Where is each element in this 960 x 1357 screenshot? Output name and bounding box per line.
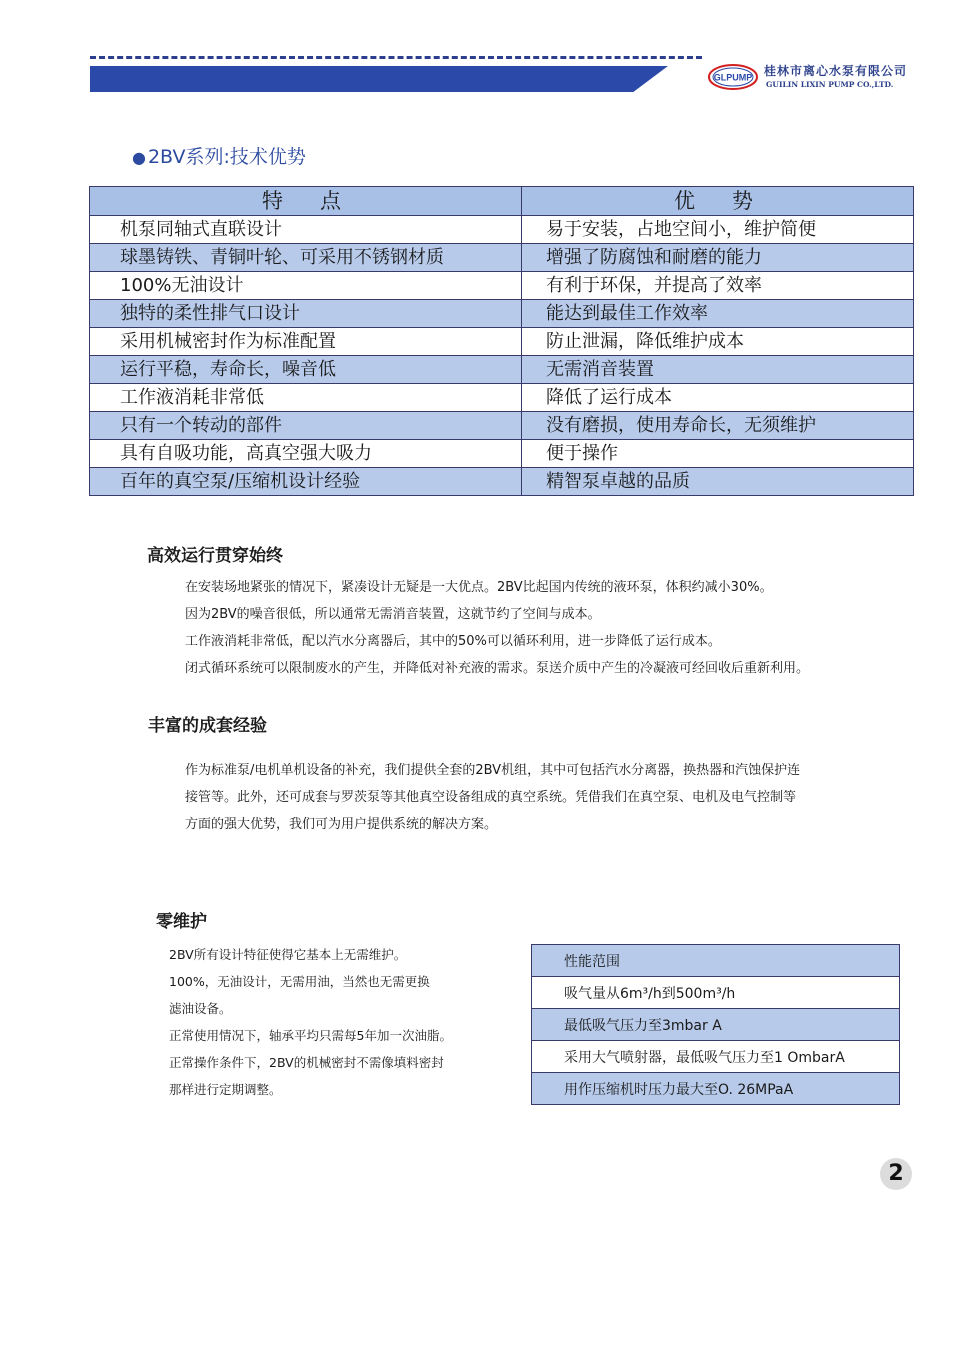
feature-cell: 100%无油设计: [90, 272, 522, 300]
logo-text: GLPUMP: [713, 72, 753, 83]
header-dashed-line: [90, 56, 702, 59]
advantage-cell: 无需消音装置: [522, 356, 914, 384]
section2-heading: 丰富的成套经验: [148, 716, 267, 736]
table-row: [532, 1073, 900, 1105]
header-band: [90, 66, 668, 92]
table-row: [90, 356, 914, 384]
paragraph-line: 滤油设备。: [169, 1001, 232, 1016]
feature-cell: 只有一个转动的部件: [90, 412, 522, 440]
advantage-cell: 降低了运行成本: [522, 384, 914, 412]
section-title: [132, 142, 306, 169]
features-table-header: [90, 187, 914, 216]
page-number: 2: [880, 1158, 912, 1190]
table-row: [90, 244, 914, 272]
feature-cell: 工作液消耗非常低: [90, 384, 522, 412]
table-row: [90, 440, 914, 468]
paragraph-line: 闭式循环系统可以限制废水的产生，并降低对补充液的需求。泵送介质中产生的冷凝液可经回收后重新利用。: [185, 661, 810, 676]
table-row: [532, 1009, 900, 1041]
feature-cell: 独特的柔性排气口设计: [90, 300, 522, 328]
company-logo: [708, 64, 758, 90]
section-title-text: 2BV系列:技术优势: [147, 146, 306, 168]
performance-cell: 性能范围: [532, 945, 900, 977]
paragraph-line: 那样进行定期调整。: [169, 1082, 282, 1097]
table-row: [90, 328, 914, 356]
paragraph-line: 100%，无油设计，无需用油，当然也无需更换: [169, 974, 430, 989]
performance-table: [531, 944, 900, 1105]
section3-heading: 零维护: [156, 912, 207, 932]
table-row: [532, 977, 900, 1009]
performance-cell: 采用大气喷射器，最低吸气压力至1 OmbarA: [532, 1041, 900, 1073]
table-row: [90, 384, 914, 412]
features-table: [89, 186, 914, 496]
paragraph-line: 作为标准泵/电机单机设备的补充，我们提供全套的2BV机组，其中可包括汽水分离器，换热器和汽蚀保护连: [185, 763, 801, 778]
feature-cell: 运行平稳，寿命长，噪音低: [90, 356, 522, 384]
paragraph-line: 接管等。此外，还可成套与罗茨泵等其他真空设备组成的真空系统。凭借我们在真空泵、电机及电气控制等: [185, 790, 797, 805]
advantage-cell: 没有磨损，使用寿命长，无须维护: [522, 412, 914, 440]
table-row: [90, 412, 914, 440]
table-row: [90, 272, 914, 300]
feature-cell: 百年的真空泵/压缩机设计经验: [90, 468, 522, 496]
paragraph-line: 因为2BV的噪音很低，所以通常无需消音装置，这就节约了空间与成本。: [185, 607, 601, 622]
paragraph-line: 正常操作条件下，2BV的机械密封不需像填料密封: [169, 1055, 444, 1070]
feature-cell: 具有自吸功能，高真空强大吸力: [90, 440, 522, 468]
table-row: [90, 216, 914, 244]
advantage-cell: 精智泵卓越的品质: [522, 468, 914, 496]
feature-cell: 采用机械密封作为标准配置: [90, 328, 522, 356]
section2-body: [185, 757, 800, 838]
paragraph-line: 正常使用情况下，轴承平均只需每5年加一次油脂。: [169, 1028, 452, 1043]
paragraph-line: 工作液消耗非常低，配以汽水分离器后，其中的50%可以循环利用，进一步降低了运行成本。: [185, 634, 721, 649]
table-row: [90, 300, 914, 328]
advantage-cell: 易于安装，占地空间小，维护简便: [522, 216, 914, 244]
section1-body: [185, 574, 809, 682]
feature-cell: 球墨铸铁、青铜叶轮、可采用不锈钢材质: [90, 244, 522, 272]
bullet-dot-icon: ●: [132, 148, 146, 167]
advantage-cell: 能达到最佳工作效率: [522, 300, 914, 328]
performance-cell: 吸气量从6m³/h到500m³/h: [532, 977, 900, 1009]
section3-body: [169, 941, 452, 1103]
header-features: 特 点: [90, 187, 522, 216]
table-row: [532, 1041, 900, 1073]
table-row: [532, 945, 900, 977]
paragraph-line: 在安装场地紧张的情况下，紧凑设计无疑是一大优点。2BV比起国内传统的液环泵，体积约减小30%。: [185, 580, 773, 595]
company-name-en: GUILIN LIXIN PUMP CO.,LTD.: [766, 80, 894, 89]
advantage-cell: 便于操作: [522, 440, 914, 468]
advantage-cell: 防止泄漏，降低维护成本: [522, 328, 914, 356]
table-row: [90, 468, 914, 496]
header-advantages: 优 势: [522, 187, 914, 216]
advantage-cell: 增强了防腐蚀和耐磨的能力: [522, 244, 914, 272]
performance-cell: 用作压缩机时压力最大至O. 26MPaA: [532, 1073, 900, 1105]
paragraph-line: 方面的强大优势，我们可为用户提供系统的解决方案。: [185, 817, 498, 832]
section1-heading: 高效运行贯穿始终: [147, 546, 283, 566]
advantage-cell: 有利于环保，并提高了效率: [522, 272, 914, 300]
feature-cell: 机泵同轴式直联设计: [90, 216, 522, 244]
paragraph-line: 2BV所有设计特征使得它基本上无需维护。: [169, 947, 407, 962]
company-name-cn: 桂林市离心水泵有限公司: [764, 64, 908, 78]
performance-cell: 最低吸气压力至3mbar A: [532, 1009, 900, 1041]
